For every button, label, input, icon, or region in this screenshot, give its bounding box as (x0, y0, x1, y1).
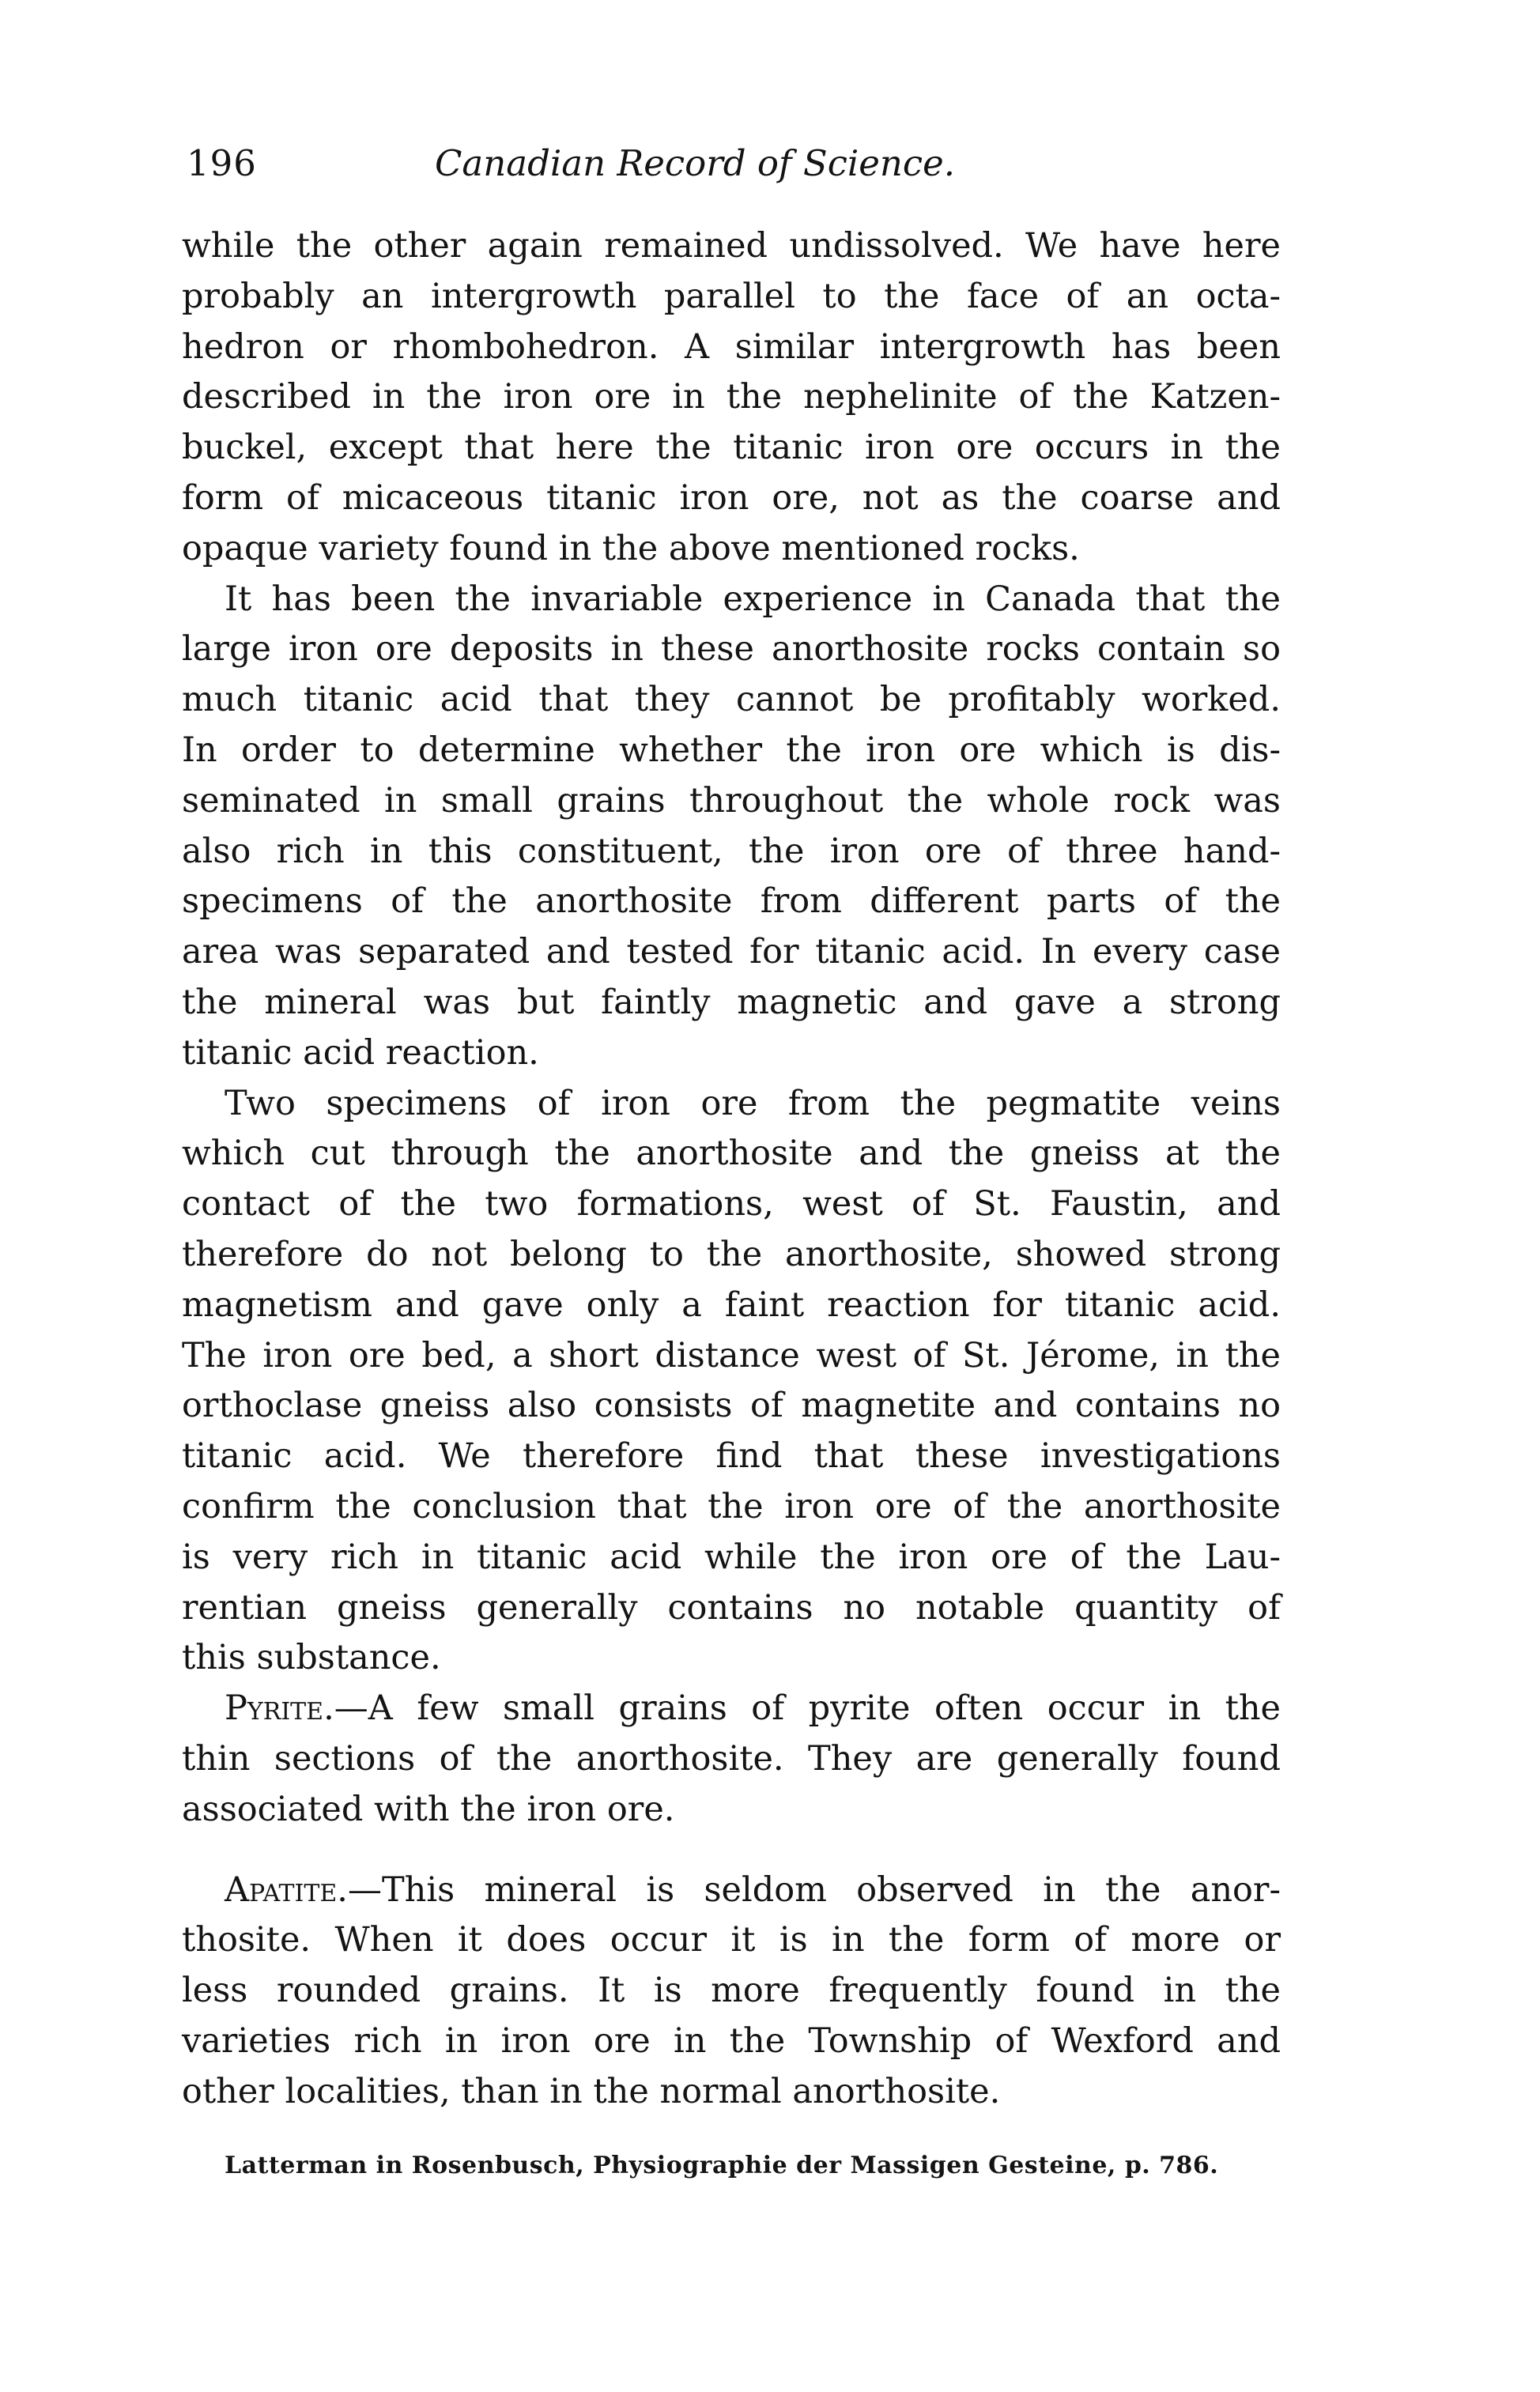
text-line: this substance. (182, 1638, 441, 1678)
text-line: seminated in small grains throughout the whole rock was (182, 780, 1281, 821)
section-pyrite-first-line: —A few small grains of pyrite often occur in the (334, 1688, 1281, 1729)
section-apatite-first-line: —This mineral is seldom observed in the anor- (347, 1869, 1281, 1910)
text-line: thosite. When it does occur it is in the form of more or (182, 1920, 1281, 1960)
text-line: area was separated and tested for titanic acid. In every case (182, 932, 1281, 972)
text-line: In order to determine whether the iron ore which is dis- (182, 730, 1281, 770)
text-line: which cut through the anorthosite and the gneiss at the (182, 1134, 1281, 1174)
page-number: 196 (187, 142, 257, 184)
paragraph-pegmatite-specimens (182, 1079, 1281, 1685)
text-line: varieties rich in iron ore in the Township of Wexford and (182, 2020, 1281, 2061)
text-line: described in the iron ore in the nephelinite of the Katzen- (182, 377, 1281, 417)
document-page (182, 142, 1281, 2179)
text-line: associated with the iron ore. (182, 1789, 675, 1829)
text-line: therefore do not belong to the anorthosite, showed strong (182, 1234, 1281, 1274)
text-line: The iron ore bed, a short distance west of St. Jérome, in the (182, 1335, 1281, 1375)
section-heading-apatite: Apatite. (225, 1869, 348, 1910)
text-line (182, 1866, 1281, 1916)
text-line: other localities, than in the normal anorthosite. (182, 2071, 1001, 2111)
text-line: rentian gneiss generally contains no notable quantity of (182, 1587, 1281, 1628)
running-title: Canadian Record of Science. (435, 142, 956, 184)
text-line: contact of the two formations, west of St. Faustin, and (182, 1184, 1281, 1224)
text-line (182, 1684, 1281, 1734)
paragraph-titanic-experience (182, 575, 1281, 1079)
section-apatite (182, 1866, 1281, 2118)
text-line: large iron ore deposits in these anorthosite rocks contain so (182, 629, 1281, 670)
section-pyrite (182, 1684, 1281, 1835)
text-line: probably an intergrowth parallel to the face of an octa- (182, 276, 1281, 316)
text-line: while the other again remained undissolved. We have here (182, 226, 1281, 266)
text-line: orthoclase gneiss also consists of magnetite and contains no (182, 1386, 1281, 1426)
text-line: thin sections of the anorthosite. They are generally found (182, 1738, 1281, 1779)
text-line: is very rich in titanic acid while the iron ore of the Lau- (182, 1537, 1281, 1577)
text-line: titanic acid reaction. (182, 1032, 539, 1073)
text-line: Two specimens of iron ore from the pegmatite veins (225, 1083, 1281, 1123)
text-line: much titanic acid that they cannot be profitably worked. (182, 680, 1281, 720)
text-line: magnetism and gave only a faint reaction for titanic acid. (182, 1285, 1281, 1325)
running-head (182, 142, 1281, 198)
text-line: specimens of the anorthosite from different parts of the (182, 881, 1281, 922)
footnote: Latterman in Rosenbusch, Physiographie der Massigen Gesteine, p. 786. (225, 2152, 1219, 2180)
text-line: also rich in this constituent, the iron ore of three hand- (182, 831, 1281, 871)
section-spacer (182, 1836, 1281, 1866)
text-line: hedron or rhombohedron. A similar intergrowth has been (182, 326, 1281, 367)
text-line: opaque variety found in the above mentioned rocks. (182, 528, 1080, 568)
text-line: confirm the conclusion that the iron ore of the anorthosite (182, 1486, 1281, 1526)
text-line: less rounded grains. It is more frequently found in the (182, 1971, 1281, 2011)
section-heading-pyrite: Pyrite. (225, 1688, 334, 1729)
body-text (182, 221, 1281, 2117)
text-line: It has been the invariable experience in Canada that the (225, 579, 1281, 619)
paragraph-continuation (182, 221, 1281, 575)
text-line: buckel, except that here the titanic iron ore occurs in the (182, 428, 1281, 468)
text-line: the mineral was but faintly magnetic and gave a strong (182, 982, 1281, 1022)
text-line: form of micaceous titanic iron ore, not as the coarse and (182, 477, 1281, 518)
text-line: titanic acid. We therefore find that these investigations (182, 1436, 1281, 1477)
